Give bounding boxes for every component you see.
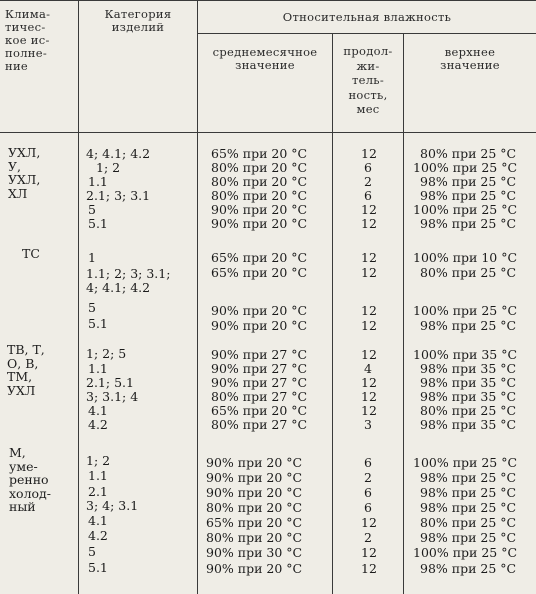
category-cell: 2.1; 5.1 [86, 375, 134, 390]
category-cell: 4.1 [88, 513, 108, 528]
category-cell: 5 [88, 300, 96, 315]
category-cell: 1; 2; 5 [86, 346, 127, 361]
header-bottom-rule [0, 132, 536, 133]
monthly-cell: 80% при 27 °C [211, 417, 308, 432]
monthly-cell: 80% при 20 °C [211, 174, 308, 189]
category-cell: 4.2 [88, 528, 108, 543]
category-cell: 1 [88, 250, 96, 265]
upper-cell: 100% при 35 °C [413, 347, 518, 362]
duration-cell: 6 [364, 455, 372, 470]
monthly-cell: 90% при 20 °C [211, 202, 308, 217]
duration-cell: 2 [364, 470, 372, 485]
duration-cell: 6 [364, 188, 372, 203]
upper-cell: 98% при 25 °C [420, 485, 517, 500]
duration-cell: 12 [361, 375, 377, 390]
upper-cell: 80% при 25 °C [420, 146, 517, 161]
duration-cell: 12 [361, 265, 377, 280]
upper-cell: 98% при 25 °C [420, 216, 517, 231]
monthly-cell: 90% при 27 °C [211, 347, 308, 362]
monthly-cell: 65% при 20 °C [206, 515, 303, 530]
climate-group-2: ТС [22, 246, 40, 261]
header-monthly: среднемесячное значение [212, 45, 318, 72]
upper-cell: 98% при 25 °C [420, 561, 517, 576]
header-climate: Клима- тичес- кое ис- полне- ние [5, 7, 51, 73]
monthly-cell: 90% при 27 °C [211, 361, 308, 376]
upper-cell: 98% при 35 °C [420, 375, 517, 390]
header-mid-rule [197, 33, 536, 34]
category-cell: 3; 3.1; 4 [86, 389, 139, 404]
category-cell: 2.1; 3; 3.1 [86, 188, 151, 203]
monthly-cell: 65% при 20 °C [211, 146, 308, 161]
category-cell: 5.1 [88, 316, 108, 331]
duration-cell: 2 [364, 530, 372, 545]
duration-cell: 3 [364, 417, 372, 432]
category-cell: 1; 2 [96, 160, 121, 175]
monthly-cell: 80% при 20 °C [211, 188, 308, 203]
duration-cell: 4 [364, 361, 372, 376]
upper-cell: 100% при 25 °C [413, 303, 518, 318]
duration-cell: 12 [361, 561, 377, 576]
duration-cell: 12 [361, 389, 377, 404]
duration-cell: 12 [361, 515, 377, 530]
upper-cell: 100% при 25 °C [413, 455, 518, 470]
upper-cell: 98% при 25 °C [420, 500, 517, 515]
category-cell: 5.1 [88, 560, 108, 575]
col-divider-2 [197, 0, 198, 594]
upper-cell: 98% при 25 °C [420, 174, 517, 189]
monthly-cell: 65% при 20 °C [211, 403, 308, 418]
category-cell: 4.2 [88, 417, 108, 432]
monthly-cell: 90% при 20 °C [211, 303, 308, 318]
header-humidity: Относительная влажность [282, 10, 452, 24]
upper-cell: 98% при 35 °C [420, 361, 517, 376]
header-category: Категория изделий [104, 7, 172, 34]
category-cell: 5 [88, 202, 96, 217]
col-divider-4 [403, 33, 404, 594]
duration-cell: 12 [361, 250, 377, 265]
upper-cell: 80% при 25 °C [420, 515, 517, 530]
climate-group-4: М, уме- ренно холод- ный [9, 445, 51, 514]
category-cell: 1.1 [88, 468, 108, 483]
duration-cell: 12 [361, 403, 377, 418]
monthly-cell: 90% при 20 °C [206, 561, 303, 576]
monthly-cell: 80% при 20 °C [206, 530, 303, 545]
upper-cell: 98% при 35 °C [420, 417, 517, 432]
monthly-cell: 80% при 20 °C [211, 160, 308, 175]
category-cell: 1; 2 [86, 453, 111, 468]
upper-cell: 98% при 25 °C [420, 470, 517, 485]
duration-cell: 12 [361, 216, 377, 231]
col-divider-3 [332, 33, 333, 594]
upper-cell: 80% при 25 °C [420, 265, 517, 280]
upper-cell: 98% при 25 °C [420, 188, 517, 203]
monthly-cell: 65% при 20 °C [211, 265, 308, 280]
climate-group-1: УХЛ, У, УХЛ, ХЛ [8, 145, 41, 201]
duration-cell: 2 [364, 174, 372, 189]
category-cell: 3; 4; 3.1 [86, 498, 139, 513]
upper-cell: 98% при 25 °C [420, 318, 517, 333]
monthly-cell: 90% при 20 °C [206, 485, 303, 500]
upper-cell: 80% при 25 °C [420, 403, 517, 418]
category-cell: 5.1 [88, 216, 108, 231]
monthly-cell: 80% при 20 °C [206, 500, 303, 515]
monthly-cell: 90% при 20 °C [211, 318, 308, 333]
duration-cell: 12 [361, 347, 377, 362]
duration-cell: 6 [364, 500, 372, 515]
duration-cell: 12 [361, 202, 377, 217]
monthly-cell: 90% при 27 °C [211, 375, 308, 390]
upper-cell: 100% при 10 °C [413, 250, 518, 265]
category-cell: 4; 4.1; 4.2 [86, 146, 151, 161]
category-cell: 1.1; 2; 3; 3.1; 4; 4.1; 4.2 [86, 266, 171, 295]
category-cell: 5 [88, 544, 96, 559]
duration-cell: 12 [361, 146, 377, 161]
upper-cell: 100% при 25 °C [413, 202, 518, 217]
top-rule [0, 0, 536, 1]
monthly-cell: 90% при 20 °C [206, 470, 303, 485]
monthly-cell: 90% при 30 °C [206, 545, 303, 560]
col-divider-1 [78, 0, 79, 594]
monthly-cell: 65% при 20 °C [211, 250, 308, 265]
upper-cell: 98% при 25 °C [420, 530, 517, 545]
monthly-cell: 90% при 20 °C [206, 455, 303, 470]
duration-cell: 6 [364, 160, 372, 175]
category-cell: 4.1 [88, 403, 108, 418]
category-cell: 1.1 [88, 361, 108, 376]
duration-cell: 12 [361, 303, 377, 318]
upper-cell: 100% при 25 °C [413, 545, 518, 560]
header-duration: продол- жи- тель- ность, мес [343, 44, 393, 116]
monthly-cell: 90% при 20 °C [211, 216, 308, 231]
duration-cell: 6 [364, 485, 372, 500]
upper-cell: 100% при 25 °C [413, 160, 518, 175]
duration-cell: 12 [361, 318, 377, 333]
header-upper: верхнее значение [440, 45, 500, 72]
climate-group-3: ТВ, Т, О, В, ТМ, УХЛ [7, 342, 45, 398]
monthly-cell: 80% при 27 °C [211, 389, 308, 404]
duration-cell: 12 [361, 545, 377, 560]
upper-cell: 98% при 35 °C [420, 389, 517, 404]
category-cell: 2.1 [88, 484, 108, 499]
category-cell: 1.1 [88, 174, 108, 189]
